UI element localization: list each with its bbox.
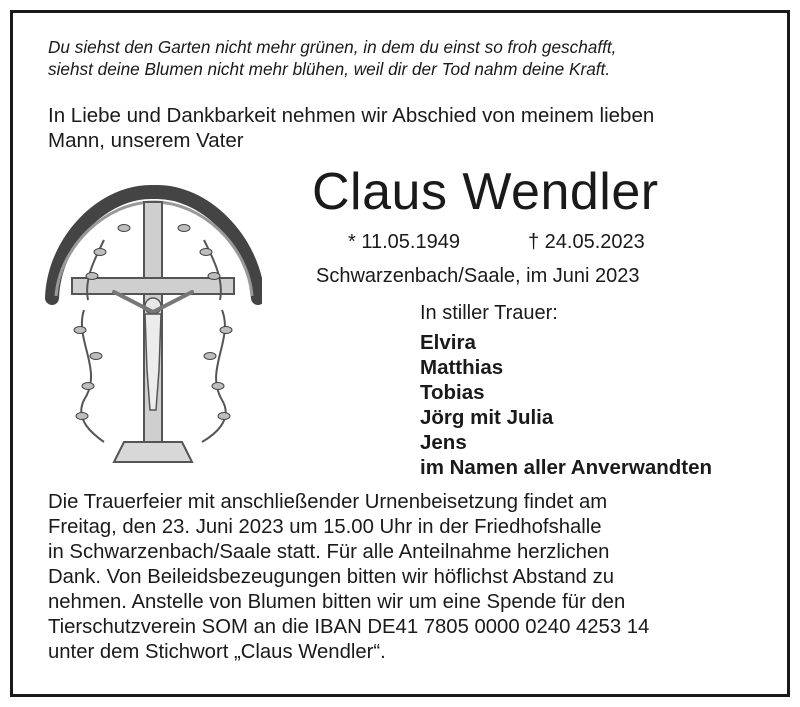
poem [48,36,616,80]
poem-line: Du siehst den Garten nicht mehr grünen, in dem du einst so froh geschafft, [48,37,617,57]
intro-text [48,103,768,153]
poem-line: siehst deine Blumen nicht mehr blühen, weil dir der Tod nahm deine Kraft. [48,59,611,79]
body-line: Dank. Von Beileidsbezeugungen bitten wir höflichst Abstand zu [48,566,614,588]
intro-line: Mann, unserem Vater [48,129,244,152]
death-date: † 24.05.2023 [528,231,645,253]
mourning-heading: In stiller Trauer: [420,302,558,324]
body-line: in Schwarzenbach/Saale statt. Für alle Anteilnahme herzlichen [48,541,610,563]
body-line: Tierschutzverein SOM an die IBAN DE41 7805 0000 0240 4253 14 [48,616,650,638]
crucifix-icon [44,180,262,470]
body-line: nehmen. Anstelle von Blumen bitten wir um eine Spende für den [48,591,626,613]
body-line: unter dem Stichwort „Claus Wendler“. [48,641,386,663]
mourner: Jens [420,431,467,454]
mourner: Tobias [420,381,485,404]
mourner: Matthias [420,356,504,379]
place-date: Schwarzenbach/Saale, im Juni 2023 [316,265,640,287]
body-line: Die Trauerfeier mit anschließender Urnenbeisetzung findet am [48,491,608,513]
funeral-details [48,490,768,665]
body-line: Freitag, den 23. Juni 2023 um 15.00 Uhr in der Friedhofshalle [48,516,602,538]
mourner: Jörg mit Julia [420,406,554,429]
mourner: im Namen aller Anverwandten [420,456,713,479]
birth-date: * 11.05.1949 [348,231,460,253]
intro-line: In Liebe und Dankbarkeit nehmen wir Abschied von meinem lieben [48,104,655,127]
mourner: Elvira [420,331,476,354]
deceased-name: Claus Wendler [312,163,659,221]
mourners-list [420,330,712,480]
